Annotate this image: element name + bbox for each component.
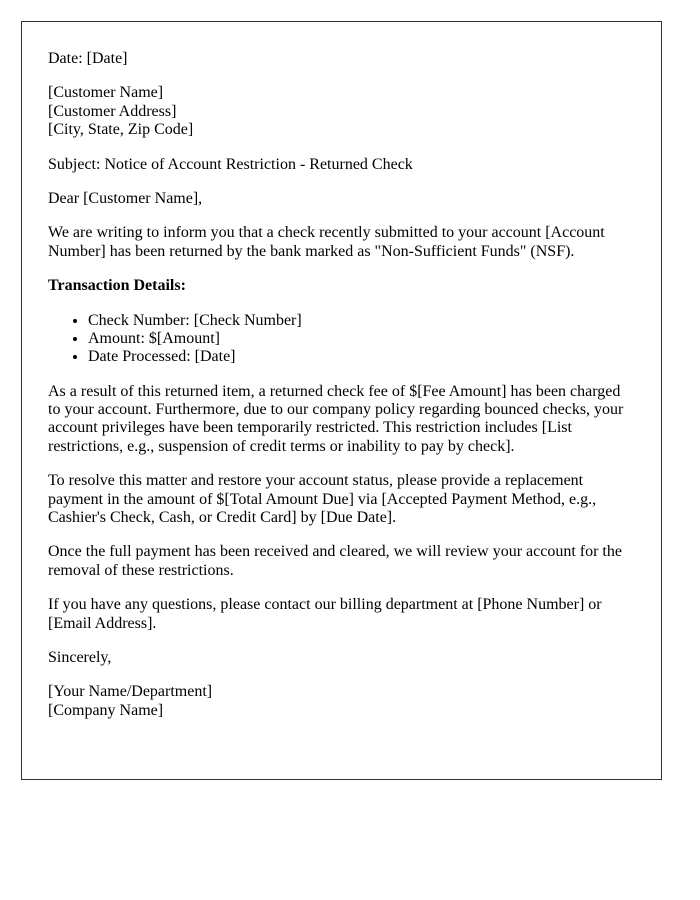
recipient-name: [Customer Name] (48, 84, 164, 102)
transaction-detail-date-processed: • Date Processed: [Date] (88, 348, 628, 366)
review-paragraph: Once the full payment has been received and cleared, we will review your account for the removal of these restrictions. (48, 543, 622, 579)
transaction-detail-amount: • Amount: $[Amount] (88, 330, 628, 348)
subject-line: Subject: Notice of Account Restriction - Returned Check (48, 155, 413, 173)
signature-company-name: [Company Name] (48, 701, 164, 719)
closing: Sincerely, (48, 648, 112, 666)
fee-paragraph: As a result of this returned item, a returned check fee of $[Fee Amount] has been charged to your account. Furthermore, due to our company policy regarding bounced checks, your account privileges have been temporarily restricted. This restriction includes [List restrictions, e.g., suspension of credit terms or inability to pay by check]. (48, 382, 624, 455)
transaction-detail-check-number: • Check Number: [Check Number] (88, 312, 628, 330)
recipient-block (48, 84, 628, 139)
signature-name-department: [Your Name/Department] (48, 683, 213, 701)
transaction-details-list (48, 312, 628, 367)
recipient-address: [Customer Address] (48, 102, 177, 120)
recipient-city-state-zip: [City, State, Zip Code] (48, 121, 194, 139)
intro-paragraph: We are writing to inform you that a check recently submitted to your account [Account Number] has been returned by the bank marked as "Non-Sufficient Funds" (NSF). (48, 224, 605, 260)
transaction-details-heading: Transaction Details: (48, 277, 186, 295)
salutation: Dear [Customer Name], (48, 189, 203, 207)
letter-page (21, 21, 662, 780)
signature-block (48, 683, 628, 720)
contact-paragraph: If you have any questions, please contact our billing department at [Phone Number] or [Email Address]. (48, 596, 602, 632)
resolution-paragraph: To resolve this matter and restore your account status, please provide a replacement payment in the amount of $[Total Amount Due] via [Accepted Payment Method, e.g., Cashier's Check, Cash, or Credit Card] by [Due Date]. (48, 472, 597, 527)
date-line: Date: [Date] (48, 50, 128, 67)
